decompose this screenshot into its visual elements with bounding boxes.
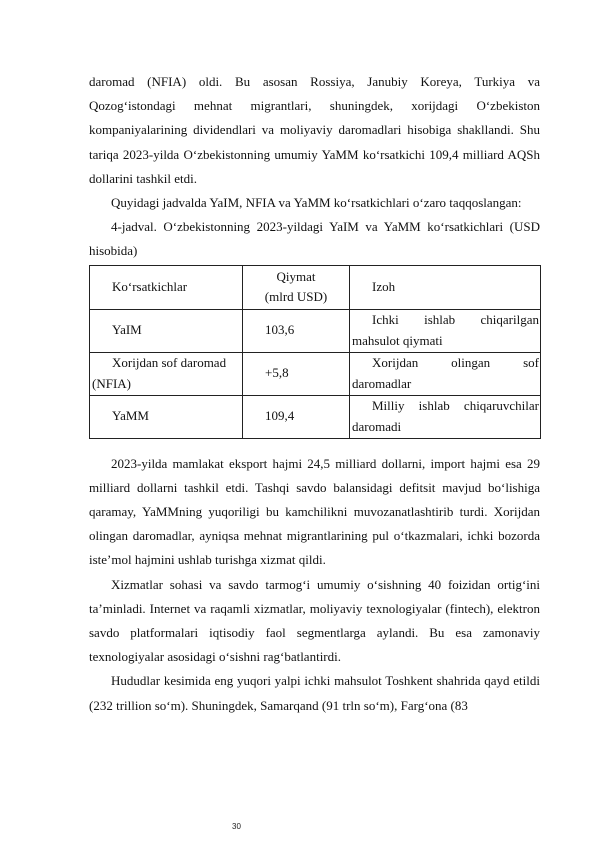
table-row xyxy=(90,309,541,352)
row-value: +5,8 xyxy=(243,352,350,395)
page-number: 30 xyxy=(232,822,241,831)
header-value-line1: Qiymat xyxy=(276,268,316,284)
row-indicator: YaIM xyxy=(90,309,243,352)
gdp-gni-table xyxy=(89,265,541,439)
page-content xyxy=(89,70,540,718)
header-indicators: Ko‘rsatkichlar xyxy=(90,265,243,309)
header-value xyxy=(243,265,350,309)
row-value: 109,4 xyxy=(243,395,350,438)
paragraph-nfia-intro: daromad (NFIA) oldi. Bu asosan Rossiya, Janubiy Koreya, Turkiya va Qozog‘istondagi mehnat migrantlari, shuningdek, xorijdagi O‘zbekiston kompaniyalarining dividendlari va moliyaviy daromadlari hisobiga shakllandi. Shu tariqa 2023-yilda O‘zbekistonning umumiy YaMM ko‘rsatkichi 109,4 milliard AQSh dollarini tashkil etdi. xyxy=(89,74,540,186)
paragraph-trade: 2023-yilda mamlakat eksport hajmi 24,5 milliard dollarni, import hajmi esa 29 milliard dollarni tashkil etdi. Tashqi savdo balansidagi defitsit mavjud bo‘lishiga qaramay, YaMMning yuqoriligi bu kamchilikni muvozanatlashtirib turdi. Xorijdan olingan daromadlar, ayniqsa mehnat migrantlarining pul o‘tkazmalari, ichki bozorda iste’mol hajmini ushlab turishga xizmat qildi. xyxy=(89,455,540,568)
paragraph-regions: Hududlar kesimida eng yuqori yalpi ichki mahsulot Toshkent shahrida qayd etildi (232 trillion so‘m). Shuningdek, Samarqand (91 trln so‘m), Farg‘ona (83 xyxy=(89,673,540,713)
row-note: Xorijdan olingan sof daromadlar xyxy=(350,352,541,395)
table-row xyxy=(90,395,541,438)
table-header-row xyxy=(90,265,541,309)
row-indicator: Xorijdan sof daromad (NFIA) xyxy=(90,352,243,395)
row-note: Ichki ishlab chiqarilgan mahsulot qiymati xyxy=(350,309,541,352)
row-value: 103,6 xyxy=(243,309,350,352)
paragraph-services: Xizmatlar sohasi va savdo tarmog‘i umumiy o‘sishning 40 foizidan ortig‘ini ta’minladi. Internet va raqamli xizmatlar, moliyaviy texnologiyalar (fintech), elektron savdo platformalari iqtisodiy faol segmentlarga aylandi. Bu esa zamonaviy texnologiyalar asosidagi o‘sishni rag‘batlantirdi. xyxy=(89,576,540,665)
paragraph-table-intro: Quyidagi jadvalda YaIM, NFIA va YaMM ko‘rsatkichlari o‘zaro taqqoslangan: xyxy=(111,195,522,211)
row-indicator: YaMM xyxy=(90,395,243,438)
table-row xyxy=(90,352,541,395)
table-caption: 4-jadval. O‘zbekistonning 2023-yildagi YaIM va YaMM ko‘rsatkichlari (USD hisobida) xyxy=(89,219,540,259)
header-value-line2: (mlrd USD) xyxy=(264,289,328,305)
row-note: Milliy ishlab chiqaruvchilar daromadi xyxy=(350,395,541,438)
header-note: Izoh xyxy=(350,265,541,309)
